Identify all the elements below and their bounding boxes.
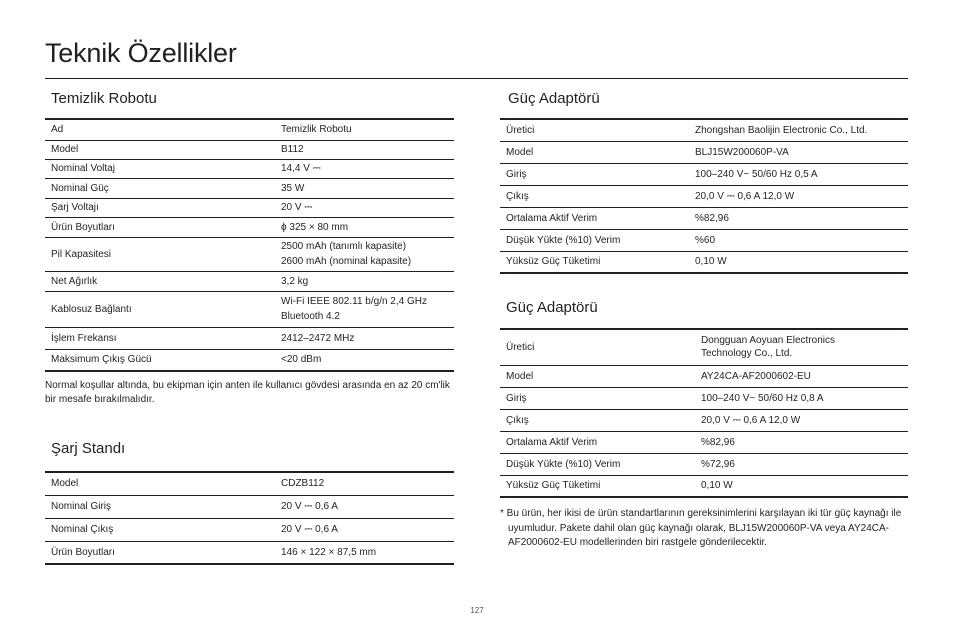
table-row xyxy=(45,271,454,291)
row-label: Model xyxy=(500,141,689,163)
row-label: Düşük Yükte (%10) Verim xyxy=(500,453,695,475)
row-label: Yüksüz Güç Tüketimi xyxy=(500,475,695,497)
antenna-note: Normal koşullar altında, bu ekipman için anten ile kullanıcı gövdesi arasında en az 20 cm'lik bir mesafe bırakılmalıdır. xyxy=(45,380,450,405)
table-row xyxy=(45,140,454,159)
table-row xyxy=(500,141,908,163)
table-row xyxy=(500,475,908,497)
row-value: 3,2 kg xyxy=(275,271,454,291)
page-number: 127 xyxy=(470,606,484,615)
row-value: B112 xyxy=(275,140,454,159)
row-label: Model xyxy=(45,472,275,495)
row-value: CDZB112 xyxy=(275,472,454,495)
table-row xyxy=(500,409,908,431)
power-supply-footnote: * Bu ürün, her ikisi de ürün standartlarının gereksinimlerini karşılayan iki tür güç kaynağı ile uyumludur. Pakete dahil olan güç kaynağı olarak, BLJ15W200060P-VA veya AY24CA-AF2000602-EU modellerinden biri rastgele gönderilecektir. xyxy=(500,508,902,548)
table-row xyxy=(500,185,908,207)
table-row xyxy=(500,329,908,365)
row-value: 20,0 V ⎓ 0,6 A 12,0 W xyxy=(689,185,908,207)
row-label: Kablosuz Bağlantı xyxy=(45,291,275,327)
table-row xyxy=(45,541,454,564)
table-row xyxy=(500,365,908,387)
row-label: Ortalama Aktif Verim xyxy=(500,431,695,453)
table-row xyxy=(45,327,454,349)
row-label: Şarj Voltajı xyxy=(45,198,275,217)
table-row xyxy=(500,251,908,273)
robot-spec-table xyxy=(45,118,454,372)
row-value: <20 dBm xyxy=(275,349,454,371)
row-value-line-1: Wi-Fi IEEE 802.11 b/g/n 2,4 GHz xyxy=(281,296,427,307)
row-value: 20 V ⎓ 0,6 A xyxy=(275,495,454,518)
row-value: 146 × 122 × 87,5 mm xyxy=(275,541,454,564)
row-label: Nominal Çıkış xyxy=(45,518,275,541)
table-row xyxy=(45,178,454,198)
row-value: 20,0 V ⎓ 0,6 A 12,0 W xyxy=(695,409,908,431)
row-label: Çıkış xyxy=(500,185,689,207)
section-title-adapter-2: Güç Adaptörü xyxy=(506,299,598,316)
table-row xyxy=(45,349,454,371)
table-row xyxy=(500,431,908,453)
table-row xyxy=(45,198,454,217)
row-label: Ad xyxy=(45,119,275,140)
row-label: Maksimum Çıkış Gücü xyxy=(45,349,275,371)
row-label: Nominal Güç xyxy=(45,178,275,198)
table-row xyxy=(500,119,908,141)
row-value xyxy=(695,329,908,365)
table-row xyxy=(45,119,454,140)
table-row xyxy=(500,387,908,409)
table-row xyxy=(45,159,454,178)
table-row xyxy=(500,229,908,251)
row-value-line-2: Technology Co., Ltd. xyxy=(701,348,793,360)
table-row xyxy=(45,217,454,237)
row-label: Model xyxy=(500,365,695,387)
table-row xyxy=(500,163,908,185)
row-label: Nominal Voltaj xyxy=(45,159,275,178)
row-value xyxy=(275,291,454,327)
table-row xyxy=(500,207,908,229)
row-value: 14,4 V ⎓ xyxy=(275,159,454,178)
table-row xyxy=(45,472,454,495)
row-value: Temizlik Robotu xyxy=(275,119,454,140)
row-value: 20 V ⎓ xyxy=(275,198,454,217)
row-value: 35 W xyxy=(275,178,454,198)
adapter-1-spec-table xyxy=(500,118,908,274)
row-label: Üretici xyxy=(500,329,695,365)
row-value: 0,10 W xyxy=(695,475,908,497)
row-label: Pil Kapasitesi xyxy=(45,237,275,271)
row-value xyxy=(275,237,454,271)
row-label: Üretici xyxy=(500,119,689,141)
table-row xyxy=(45,518,454,541)
row-label: Nominal Giriş xyxy=(45,495,275,518)
row-value: Zhongshan Baolijin Electronic Co., Ltd. xyxy=(689,119,908,141)
row-value: BLJ15W200060P-VA xyxy=(689,141,908,163)
row-label: Giriş xyxy=(500,387,695,409)
row-label: İşlem Frekansı xyxy=(45,327,275,349)
section-title-stand: Şarj Standı xyxy=(51,440,126,457)
row-value: %72,96 xyxy=(695,453,908,475)
row-value-line-1: 2500 mAh (tanımlı kapasite) xyxy=(281,241,407,252)
row-value: ϕ 325 × 80 mm xyxy=(275,217,454,237)
row-label: Model xyxy=(45,140,275,159)
row-label: Giriş xyxy=(500,163,689,185)
row-value-line-1: Dongguan Aoyuan Electronics xyxy=(701,335,835,347)
row-value: 100–240 V~ 50/60 Hz 0,8 A xyxy=(695,387,908,409)
row-label: Net Ağırlık xyxy=(45,271,275,291)
row-label: Yüksüz Güç Tüketimi xyxy=(500,251,689,273)
row-value-line-2: Bluetooth 4.2 xyxy=(281,311,340,322)
row-value: 20 V ⎓ 0,6 A xyxy=(275,518,454,541)
row-label: Çıkış xyxy=(500,409,695,431)
table-row xyxy=(500,453,908,475)
title-rule xyxy=(45,78,908,79)
table-row xyxy=(45,291,454,327)
row-value-line-2: 2600 mAh (nominal kapasite) xyxy=(281,256,412,267)
section-title-adapter-1: Güç Adaptörü xyxy=(508,90,600,107)
row-value: %60 xyxy=(689,229,908,251)
row-value: AY24CA-AF2000602-EU xyxy=(695,365,908,387)
table-row xyxy=(45,495,454,518)
row-value: 0,10 W xyxy=(689,251,908,273)
page-title: Teknik Özellikler xyxy=(45,38,237,68)
row-value: 100–240 V~ 50/60 Hz 0,5 A xyxy=(689,163,908,185)
row-value: %82,96 xyxy=(689,207,908,229)
row-label: Ürün Boyutları xyxy=(45,541,275,564)
table-row xyxy=(45,237,454,271)
row-label: Düşük Yükte (%10) Verim xyxy=(500,229,689,251)
section-title-robot: Temizlik Robotu xyxy=(51,90,157,107)
row-value: %82,96 xyxy=(695,431,908,453)
adapter-2-spec-table xyxy=(500,328,908,498)
row-label: Ürün Boyutları xyxy=(45,217,275,237)
stand-spec-table xyxy=(45,471,454,565)
row-label: Ortalama Aktif Verim xyxy=(500,207,689,229)
row-value: 2412–2472 MHz xyxy=(275,327,454,349)
